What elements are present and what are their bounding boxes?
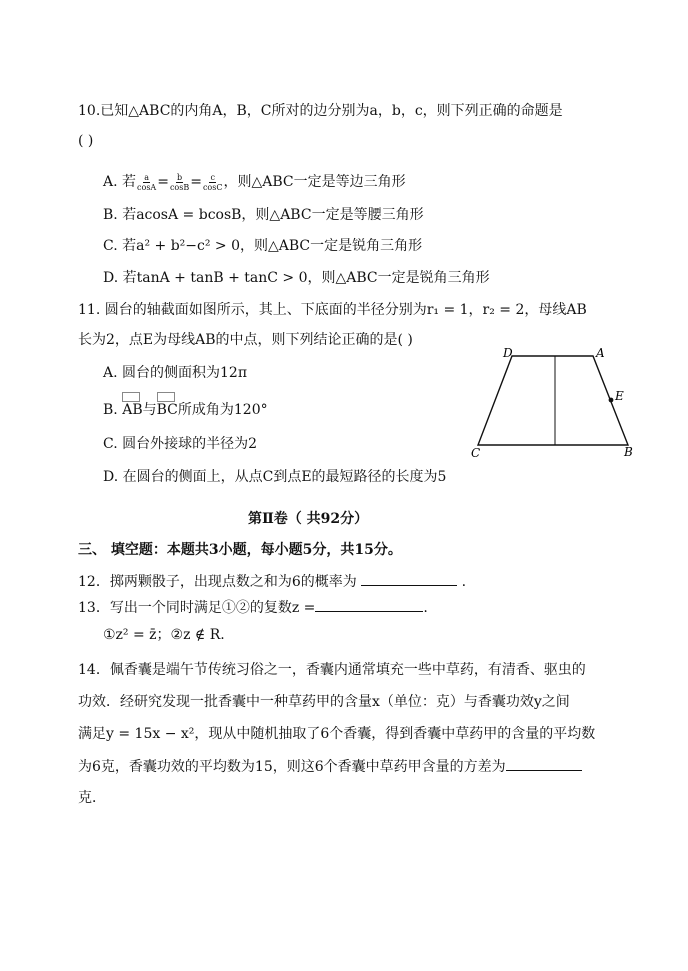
- q10-option-b: B. 若acosA = bcosB，则△ABC一定是等腰三角形: [103, 207, 424, 223]
- q10-option-d: D. 若tanA + tanB + tanC > 0，则△ABC一定是锐角三角形: [103, 270, 490, 286]
- label-e: E: [615, 389, 624, 403]
- section-heading: 三、 填空题：本题共3小题，每小题5分，共15分。: [78, 542, 402, 558]
- section-title: 第Ⅱ卷（ 共92分）: [248, 511, 369, 527]
- label-b: B: [624, 445, 633, 458]
- q14-line5: 克．: [78, 790, 106, 806]
- vector-bc: BC: [157, 400, 178, 420]
- q14-line3: 满足y = 15x − x²，现从中随机抽取了6个香囊，得到香囊中草药甲的含量的平均数: [78, 726, 596, 742]
- q14-line1: 14．佩香囊是端午节传统习俗之一，香囊内通常填充一些中草药，有清香、驱虫的: [78, 662, 586, 678]
- q10-option-a: A. 若 $\frac{a}{\cos A}$ = $\frac{b}{\cos B}$ = $\frac{c}{\cos C}$ ，则△ABC一定是等边三角形: [103, 172, 406, 192]
- q10-a-prefix: A. 若: [103, 174, 137, 190]
- q10-a-fraction-1: $\frac{a}{\cos A}$: [137, 172, 157, 192]
- q12-text: 12．掷两颗骰子，出现点数之和为6的概率为 .: [78, 571, 466, 592]
- vector-ab: AB: [122, 400, 142, 420]
- q12-answer-blank: [361, 571, 457, 586]
- label-c: C: [471, 446, 481, 458]
- q11-option-d: D. 在圆台的侧面上，从点C到点E的最短路径的长度为5: [103, 469, 447, 485]
- q10-a-fraction-3: $\frac{c}{\cos C}$: [202, 172, 223, 192]
- point-e-marker: [609, 398, 614, 403]
- trapezoid-outline: [478, 356, 628, 445]
- vector-arrow-placeholder: [122, 392, 140, 402]
- q14-line2: 功效．经研究发现一批香囊中一种草药甲的含量x（单位：克）与香囊功效y之间: [78, 694, 570, 710]
- q14-line4: 为6克，香囊功效的平均数为15，则这6个香囊中草药甲含量的方差为: [78, 756, 582, 777]
- q11-stem-line1: 11. 圆台的轴截面如图所示，其上、下底面的半径分别为r₁ = 1，r₂ = 2，母线AB: [78, 302, 587, 318]
- label-a: A: [596, 346, 605, 360]
- label-d: D: [503, 346, 513, 360]
- q10-a-fraction-2: $\frac{b}{\cos B}$: [169, 172, 190, 192]
- q13-conditions: ①z² = z̄；②z ∉ R.: [103, 627, 225, 643]
- q11-option-c: C. 圆台外接球的半径为2: [103, 436, 258, 452]
- q10-option-c: C. 若a² + b²−c² > 0，则△ABC一定是锐角三角形: [103, 238, 423, 254]
- q11-stem-line2: 长为2，点E为母线AB的中点，则下列结论正确的是( ): [78, 332, 413, 348]
- q13-answer-blank: [315, 597, 423, 612]
- q10-a-suffix: ，则△ABC一定是等边三角形: [223, 174, 406, 190]
- q10-answer-paren: ( ): [78, 133, 94, 149]
- q10-stem: 10.已知△ABC的内角A，B，C所对的边分别为a，b，c，则下列正确的命题是: [78, 103, 563, 119]
- q11-option-b: B. AB与 BC所成角为120°: [103, 400, 268, 420]
- vector-arrow-placeholder: [157, 392, 175, 402]
- q14-answer-blank: [506, 756, 582, 771]
- q11-option-a: A. 圆台的侧面积为12π: [103, 365, 248, 381]
- q13-text: 13．写出一个同时满足①②的复数z = .: [78, 597, 428, 618]
- frustum-axial-section-figure: [465, 343, 640, 458]
